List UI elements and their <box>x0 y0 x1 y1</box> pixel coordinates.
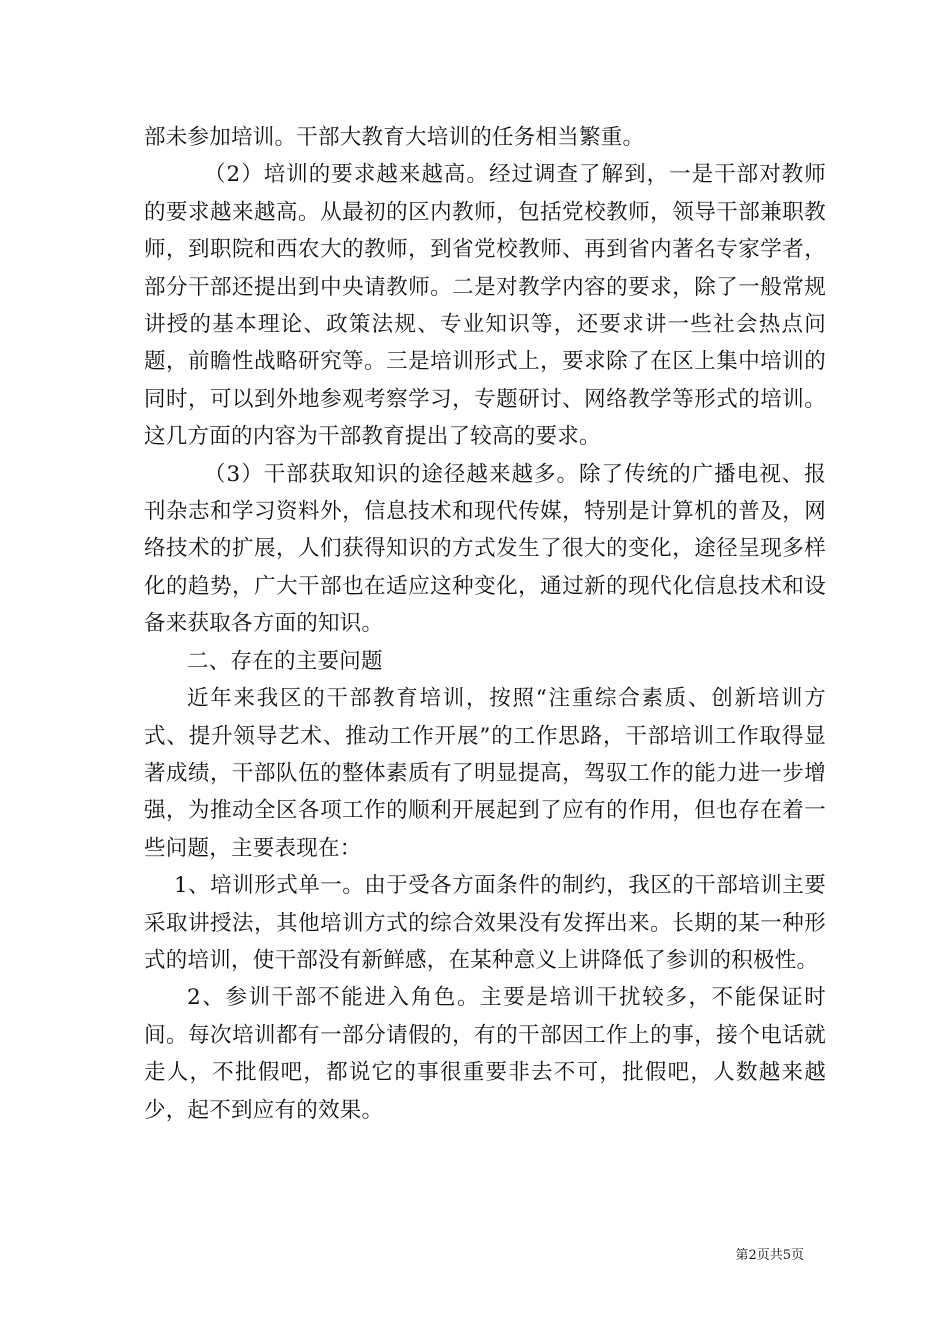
paragraph-problems-intro: 近年来我区的干部教育培训，按照“注重综合素质、创新培训方式、提升领导艺术、推动工作开展”的工作思路，干部培训工作取得显著成绩，干部队伍的整体素质有了明显提高，驾驭工作的能力进一步增强，为推动全区各项工作的顺利开展起到了应有的作用，但也存在着一些问题，主要表现在： <box>144 686 826 861</box>
paragraph-training-requirements: （2）培训的要求越来越高。经过调查了解到，一是干部对教师的要求越来越高。从最初的区内教师，包括党校教师，领导干部兼职教师，到职院和西农大的教师，到省党校教师、再到省内著名专家学者，部分干部还提出到中央请教师。二是对教学内容的要求，除了一般常规讲授的基本理论、政策法规、专业知识等，还要求讲一些社会热点问题，前瞻性战略研究等。三是培训形式上，要求除了在区上集中培训的同时，可以到外地参观考察学习，专题研讨、网络教学等形式的培训。这几方面的内容为干部教育提出了较高的要求。 <box>144 162 826 450</box>
paragraph-continuation: 部未参加培训。干部大教育大培训的任务相当繁重。 <box>144 125 645 150</box>
paragraph-knowledge-channels: （3）干部获取知识的途径越来越多。除了传统的广播电视、报刊杂志和学习资料外，信息技术和现代传媒，特别是计算机的普及，网络技术的扩展，人们获得知识的方式发生了很大的变化，途径呈现多样化的趋势，广大干部也在适应这种变化，通过新的现代化信息技术和设备来获取各方面的知识。 <box>144 461 826 637</box>
paragraph-not-in-role: 2、参训干部不能进入角色。主要是培训干扰较多，不能保证时间。每次培训都有一部分请假的，有的干部因工作上的事，接个电话就走人，不批假吧，都说它的事很重要非去不可，批假吧，人数越来越少，起不到应有的效果。 <box>144 985 826 1123</box>
document-body <box>144 119 826 1129</box>
paragraph-single-form: 1、培训形式单一。由于受各方面条件的制约，我区的干部培训主要采取讲授法，其他培训方式的综合效果没有发挥出来。长期的某一种形式的培训，使干部没有新鲜感，在某种意义上讲降低了参训的积极性。 <box>144 873 826 973</box>
page-number: 第2页共5页 <box>735 1248 804 1263</box>
section-heading-main-problems: 二、存在的主要问题 <box>187 648 383 674</box>
